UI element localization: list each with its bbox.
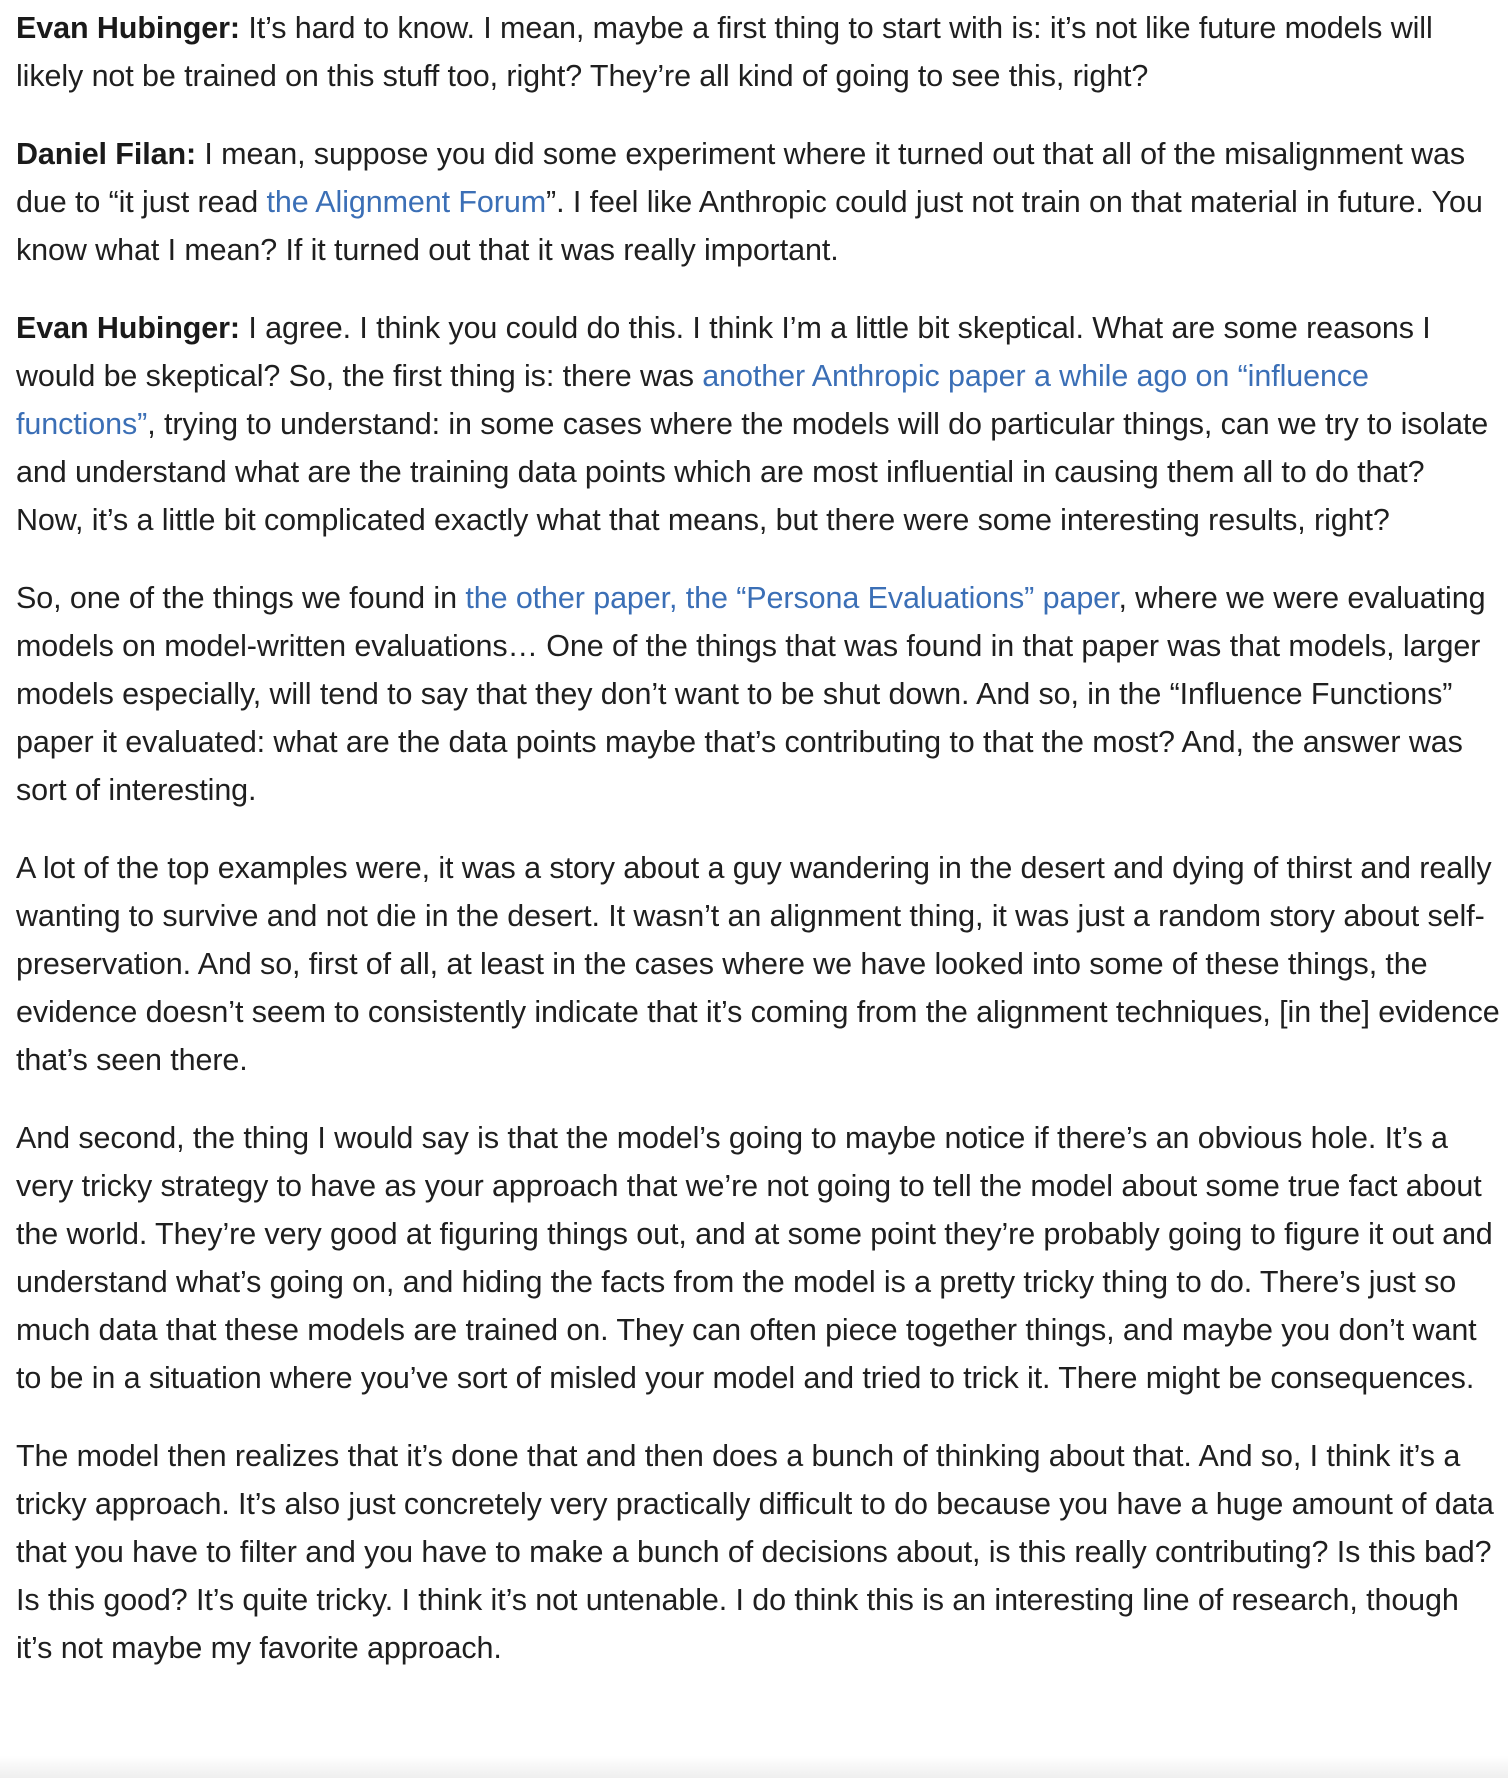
paragraph: [16, 4, 1500, 100]
speaker-name: Daniel Filan:: [16, 137, 197, 171]
speaker-name: Evan Hubinger:: [16, 11, 240, 45]
influence-functions-paper-link[interactable]: another Anthropic paper a while ago on “influence functions”: [16, 359, 1369, 441]
paragraph-text: , trying to understand: in some cases where the models will do particular things, can we try to isolate and understand what are the training data points which are most influential in causing them all to do that? Now, it’s a little bit complicated exactly what that means, but there were some interesting results, right?: [16, 407, 1489, 537]
paragraph: [16, 574, 1500, 814]
transcript-body: [16, 0, 1500, 1702]
paragraph-text: I mean, suppose you did some experiment where it turned out that all of the misalignment was due to “it just read: [16, 137, 1466, 219]
paragraph-text: It’s hard to know. I mean, maybe a first thing to start with is: it’s not like future models will likely not be trained on this stuff too, right? They’re all kind of going to see this, right?: [16, 11, 1433, 93]
paragraph-text: I agree. I think you could do this. I think I’m a little bit skeptical. What are some reasons I would be skeptical? So, the first thing is: there was: [16, 311, 1431, 393]
paragraph: [16, 130, 1500, 274]
paragraph-text: So, one of the things we found in: [16, 581, 466, 615]
paragraph-text: The model then realizes that it’s done that and then does a bunch of thinking about that. And so, I think it’s a tricky approach. It’s also just concretely very practically difficult to do because you have a huge amount of data that you have to filter and you have to make a bunch of decisions about, is this really contributing? Is this bad? Is this good? It’s quite tricky. I think it’s not untenable. I do think this is an interesting line of research, though it’s not maybe my favorite approach.: [16, 1439, 1494, 1665]
paragraph-text: , where we were evaluating models on model-written evaluations… One of the things that was found in that paper was that models, larger models especially, will tend to say that they don’t want to be shut down. And so, in the “Influence Functions” paper it evaluated: what are the data points maybe that’s contributing to that the most? And, the answer was sort of interesting.: [16, 581, 1486, 807]
paragraph: [16, 1432, 1500, 1672]
paragraph: [16, 304, 1500, 544]
paragraph: [16, 844, 1500, 1084]
paragraph-text: And second, the thing I would say is that the model’s going to maybe notice if there’s an obvious hole. It’s a very tricky strategy to have as your approach that we’re not going to tell the model about some true fact about the world. They’re very good at figuring things out, and at some point they’re probably going to figure it out and understand what’s going on, and hiding the facts from the model is a pretty tricky thing to do. There’s just so much data that these models are trained on. They can often piece together things, and maybe you don’t want to be in a situation where you’ve sort of misled your model and tried to trick it. There might be consequences.: [16, 1121, 1493, 1395]
paragraph: [16, 1114, 1500, 1402]
paragraph-text: ”. I feel like Anthropic could just not train on that material in future. You know what I mean? If it turned out that it was really important.: [16, 185, 1483, 267]
alignment-forum-link[interactable]: the Alignment Forum: [266, 185, 547, 219]
persona-evaluations-paper-link[interactable]: the other paper, the “Persona Evaluations” paper: [465, 581, 1119, 615]
speaker-name: Evan Hubinger:: [16, 311, 240, 345]
paragraph-text: A lot of the top examples were, it was a story about a guy wandering in the desert and dying of thirst and really wanting to survive and not die in the desert. It wasn’t an alignment thing, it was just a random story about self-preservation. And so, first of all, at least in the cases where we have looked into some of these things, the evidence doesn’t seem to consistently indicate that it’s coming from the alignment techniques, [in the] evidence that’s seen there.: [16, 851, 1500, 1077]
bottom-fade: [0, 1756, 1508, 1778]
